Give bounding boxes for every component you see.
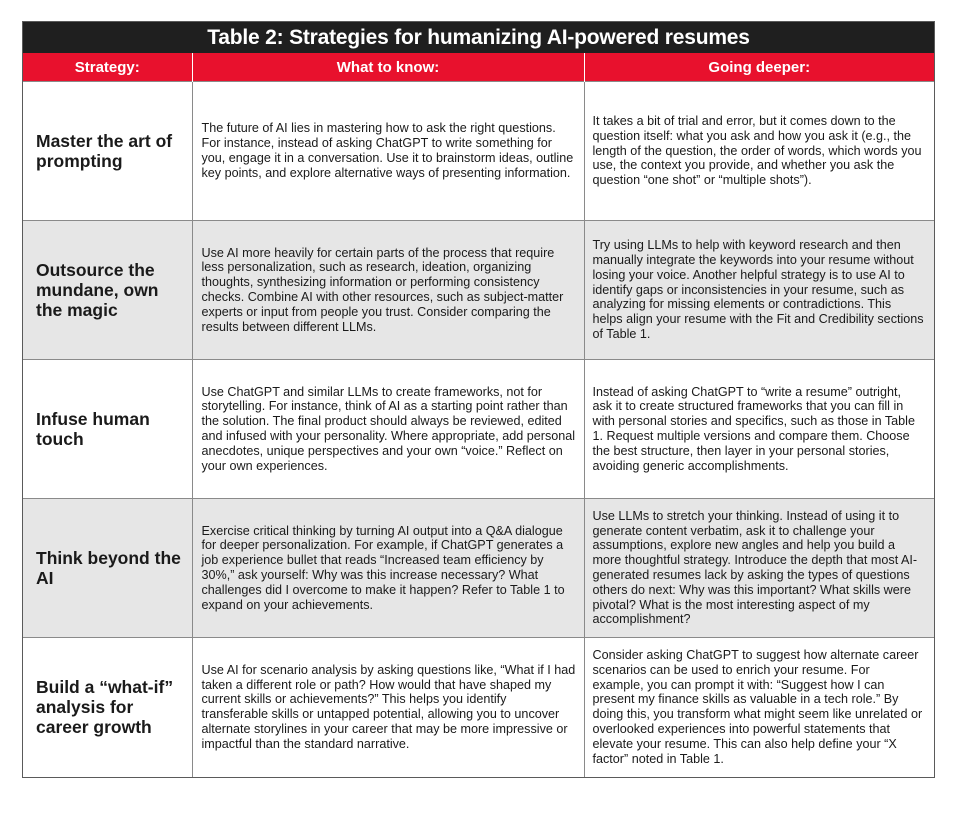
going-deeper-text: Instead of asking ChatGPT to “write a resume” outright, ask it to create structured frameworks that you can fill in with personal stories and specifics, such as those in Table 1. Request multiple versions and compare them. Choose the best structure, then layer in your personal stories, avoiding generic accomplishments. (592, 384, 915, 473)
going-deeper-cell (584, 82, 934, 221)
what-to-know-cell (192, 499, 584, 638)
going-deeper-text: It takes a bit of trial and error, but it comes down to the question itself: what you ask and how you ask it (e.g., the length of the question, the order of words, which words you use, the context you provide, and whether you ask the question “one shot” or “multiple shots”). (592, 114, 922, 188)
strategy-cell (23, 82, 192, 221)
what-to-know-cell (192, 82, 584, 221)
going-deeper-cell (584, 360, 934, 499)
what-to-know-text: Use ChatGPT and similar LLMs to create frameworks, not for storytelling. For instance, think of AI as a starting point rather than the solution. The final product should always be reviewed, edited and infused with your personality. Where appropriate, add personal anecdotes, unique perspectives and your own “voice.” Reflect on your own experiences. (201, 384, 576, 473)
table-row (23, 82, 934, 221)
strategy-cell (23, 638, 192, 777)
table-row (23, 221, 934, 360)
going-deeper-cell (584, 221, 934, 360)
header-going-deeper: Going deeper: (584, 53, 934, 82)
strategy-cell (23, 360, 192, 499)
strategy-label: Think beyond the AI (36, 548, 181, 588)
going-deeper-text: Use LLMs to stretch your thinking. Instead of using it to generate content verbatim, ask it to challenge your assumptions, explore new angles and help you build a more thoughtful strategy. Introduce the depth that most AI-generated resumes lack by asking the types of questions others do next: Why was this important? What skills were pivotal? What is the most interesting aspect of my accomplishment? (592, 508, 918, 627)
strategy-cell (23, 499, 192, 638)
strategy-label: Build a “what-if” analysis for career growth (36, 677, 174, 738)
strategy-label: Master the art of prompting (36, 131, 173, 171)
what-to-know-text: Exercise critical thinking by turning AI output into a Q&A dialogue for deeper personalization. For example, if ChatGPT generates a job experience bullet that reads “Increased team efficiency by 30%,” ask yourself: Why was this increase necessary? What challenges did I overcome to make it happen? Refer to Table 1 to expand on your achievements. (201, 523, 565, 612)
strategy-label: Outsource the mundane, own the magic (36, 260, 159, 320)
going-deeper-cell (584, 638, 934, 777)
what-to-know-text: The future of AI lies in mastering how to ask the right questions. For instance, instead of asking ChatGPT to write something for you, engage it in a conversation. Use it to brainstorm ideas, outline key points, and explore alternative ways of presenting information. (201, 121, 574, 180)
header-what-to-know: What to know: (192, 53, 584, 82)
what-to-know-cell (192, 360, 584, 499)
strategy-label: Infuse human touch (36, 409, 150, 449)
table-row (23, 499, 934, 638)
strategies-table (22, 21, 935, 778)
going-deeper-text: Consider asking ChatGPT to suggest how alternate career scenarios can be used to enrich your resume. For example, you can prompt it with: “Suggest how I can present my finance skills as valuable in a tech role.” By doing this, you transform what might seem like unrelated or overlooked experiences into powerful statements that elevate your resume. This can also help define your “X factor” noted in Table 1. (592, 648, 923, 766)
what-to-know-text: Use AI more heavily for certain parts of the process that require less personalization, such as research, ideation, organizing thoughts, synthesizing information or performing consistency checks. Combine AI with other resources, such as subject-matter experts or input from people you trust. Consider comparing the results between different LLMs. (201, 245, 564, 334)
strategies-grid (23, 53, 934, 777)
header-row (23, 53, 934, 82)
strategy-cell (23, 221, 192, 360)
going-deeper-text: Try using LLMs to help with keyword research and then manually integrate the keywords into your resume without losing your voice. Another helpful strategy is to use AI to identify gaps or inconsistencies in your resume, such as analyzing for missing elements or contradictions. This helps align your resume with the Fit and Credibility sections of Table 1. (592, 238, 924, 341)
what-to-know-cell (192, 638, 584, 777)
table-title: Table 2: Strategies for humanizing AI-powered resumes (23, 22, 934, 53)
what-to-know-cell (192, 221, 584, 360)
what-to-know-text: Use AI for scenario analysis by asking questions like, “What if I had taken a different role or path? How would that have shaped my current skills or achievements?” This helps you identify transferable skills or untapped potential, allowing you to uncover alternate storylines in your career that may be more impressive or impactful than the standard narrative. (201, 662, 576, 751)
going-deeper-cell (584, 499, 934, 638)
header-strategy: Strategy: (23, 53, 192, 82)
table-row (23, 638, 934, 777)
table-row (23, 360, 934, 499)
